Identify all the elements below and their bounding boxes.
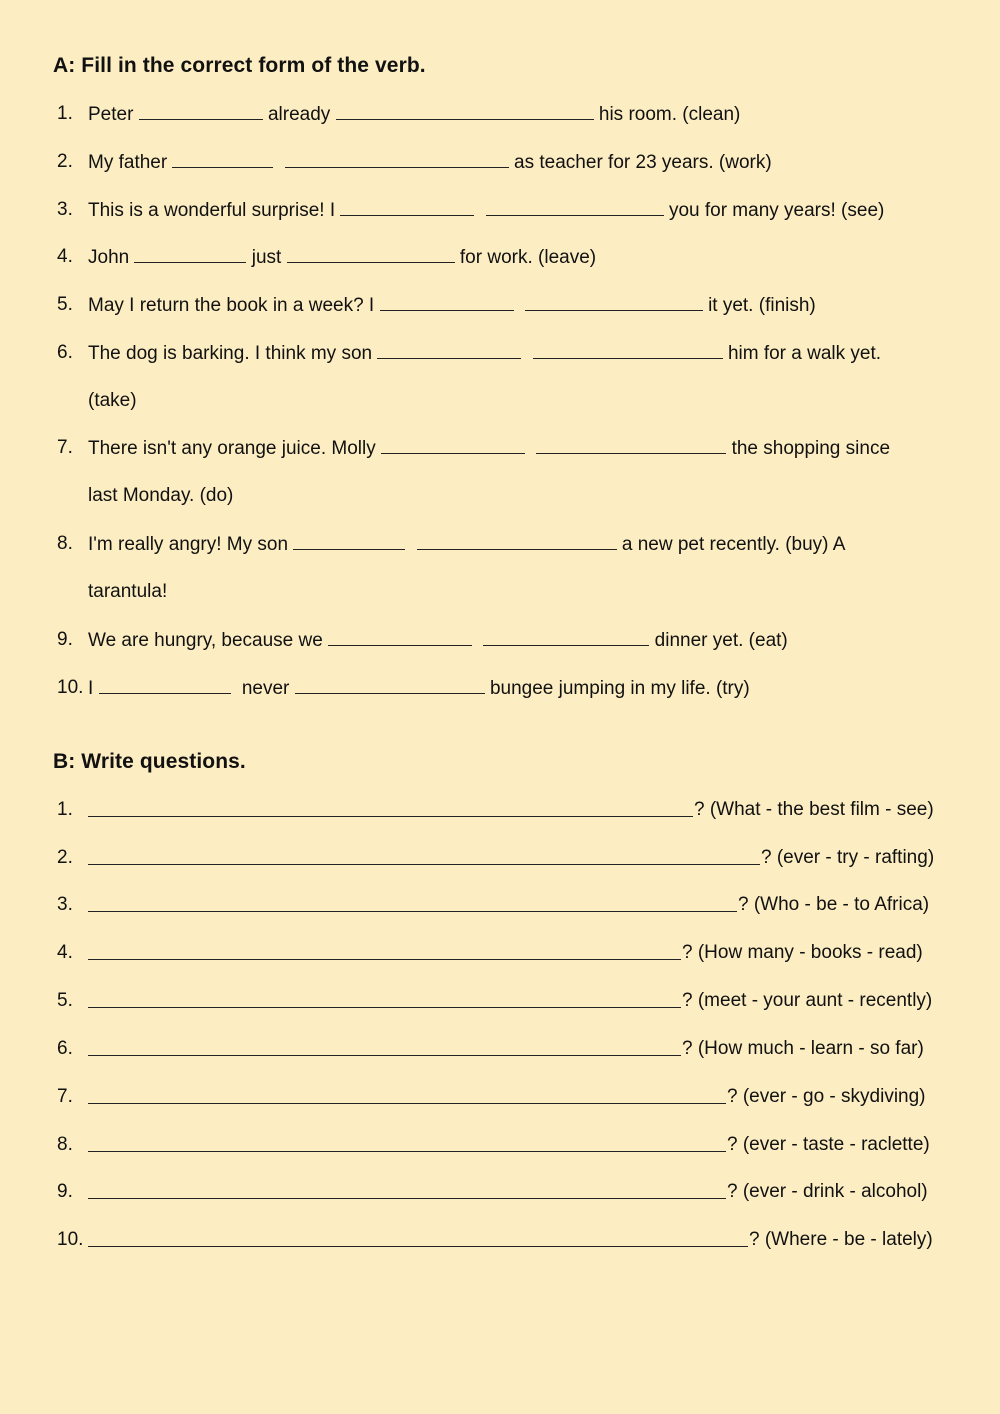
answer-blank[interactable] [483, 625, 649, 646]
item-number: 2. [57, 151, 73, 172]
exercise-a-item-10 [0, 673, 1000, 703]
item-text: his room. (clean) [598, 104, 741, 125]
exercise-a-item-8 [0, 529, 1000, 559]
question-hint: ? (ever - drink - alcohol) [727, 1181, 928, 1202]
item-number: 8. [57, 533, 73, 554]
item-text: The dog is barking. I think my son [88, 343, 373, 364]
answer-blank[interactable] [134, 242, 246, 263]
item-text: I'm really angry! My son [88, 534, 289, 555]
question-hint: ? (ever - taste - raclette) [727, 1134, 930, 1155]
answer-line[interactable] [88, 1130, 726, 1152]
item-number: 2. [57, 847, 73, 868]
answer-blank[interactable] [377, 338, 521, 359]
item-number: 3. [57, 894, 73, 915]
item-number: 4. [57, 942, 73, 963]
item-text: it yet. (finish) [708, 295, 816, 316]
answer-blank[interactable] [336, 99, 594, 120]
item-number: 9. [57, 629, 73, 650]
item-number: 6. [57, 342, 73, 363]
item-text: already [267, 104, 331, 125]
item-number: 9. [57, 1181, 73, 1202]
exercise-a-item-4 [0, 242, 1000, 272]
item-text: May I return the book in a week? I [88, 295, 375, 316]
item-number: 10. [57, 1229, 84, 1250]
question-hint: ? (ever - try - rafting) [761, 847, 935, 868]
item-text: the shopping since [731, 438, 891, 459]
answer-blank[interactable] [340, 195, 474, 216]
question-hint: ? (Where - be - lately) [749, 1229, 933, 1250]
answer-line[interactable] [88, 843, 760, 865]
item-number: 1. [57, 103, 73, 124]
answer-line[interactable] [88, 890, 737, 912]
item-text: We are hungry, because we [88, 630, 323, 651]
item-text: tarantula! [88, 581, 168, 602]
section-b-title: B: Write questions. [53, 750, 246, 773]
question-hint: ? (meet - your aunt - recently) [682, 990, 933, 1011]
question-hint: ? (What - the best film - see) [694, 799, 934, 820]
item-number: 5. [57, 294, 73, 315]
item-number: 6. [57, 1038, 73, 1059]
answer-line[interactable] [88, 1082, 726, 1104]
answer-blank[interactable] [417, 529, 617, 550]
item-text: bungee jumping in my life. (try) [489, 678, 750, 699]
exercise-a-item-6 [0, 338, 1000, 368]
exercise-a-item-3 [0, 195, 1000, 225]
answer-blank[interactable] [381, 433, 525, 454]
item-text: dinner yet. (eat) [654, 630, 788, 651]
answer-blank[interactable] [139, 99, 263, 120]
item-number: 10. [57, 677, 84, 698]
exercise-b-item-3 [0, 890, 1000, 920]
exercise-b-item-2 [0, 843, 1000, 873]
question-hint: ? (ever - go - skydiving) [727, 1086, 926, 1107]
exercise-b-item-5 [0, 986, 1000, 1016]
item-text: him for a walk yet. [727, 343, 882, 364]
exercise-b-item-1 [0, 795, 1000, 825]
answer-line[interactable] [88, 1225, 748, 1247]
item-text: you for many years! (see) [668, 200, 885, 221]
answer-blank[interactable] [295, 673, 485, 694]
answer-blank[interactable] [525, 290, 703, 311]
item-number: 8. [57, 1134, 73, 1155]
item-text: I [88, 678, 94, 699]
item-text: last Monday. (do) [88, 485, 234, 506]
item-number: 5. [57, 990, 73, 1011]
answer-blank[interactable] [533, 338, 723, 359]
item-text: My father [88, 152, 168, 173]
exercise-a-item-8-continuation [0, 577, 1000, 607]
question-hint: ? (Who - be - to Africa) [738, 894, 930, 915]
answer-blank[interactable] [328, 625, 472, 646]
item-number: 1. [57, 799, 73, 820]
answer-line[interactable] [88, 986, 681, 1008]
exercise-a-item-5 [0, 290, 1000, 320]
item-text: just [251, 247, 282, 268]
item-text: There isn't any orange juice. Molly [88, 438, 376, 459]
question-hint: ? (How many - books - read) [682, 942, 923, 963]
exercise-a-item-7 [0, 433, 1000, 463]
item-text: never [241, 678, 290, 699]
answer-blank[interactable] [287, 242, 455, 263]
item-text: (take) [88, 390, 137, 411]
answer-line[interactable] [88, 938, 681, 960]
exercise-b-item-8 [0, 1130, 1000, 1160]
answer-line[interactable] [88, 1034, 681, 1056]
exercise-b-item-7 [0, 1082, 1000, 1112]
answer-line[interactable] [88, 795, 693, 817]
answer-blank[interactable] [172, 147, 273, 168]
item-number: 7. [57, 1086, 73, 1107]
answer-blank[interactable] [486, 195, 664, 216]
section-a-title: A: Fill in the correct form of the verb. [53, 54, 426, 77]
exercise-a-item-6-continuation [0, 386, 1000, 416]
exercise-b-item-6 [0, 1034, 1000, 1064]
answer-line[interactable] [88, 1177, 726, 1199]
question-hint: ? (How much - learn - so far) [682, 1038, 924, 1059]
item-text: This is a wonderful surprise! I [88, 200, 336, 221]
item-text: as teacher for 23 years. (work) [514, 152, 772, 173]
answer-blank[interactable] [536, 433, 726, 454]
item-number: 3. [57, 199, 73, 220]
exercise-b-item-4 [0, 938, 1000, 968]
item-number: 7. [57, 437, 73, 458]
item-text: a new pet recently. (buy) A [621, 534, 846, 555]
item-text: for work. (leave) [459, 247, 597, 268]
exercise-b-item-9 [0, 1177, 1000, 1207]
answer-blank[interactable] [285, 147, 509, 168]
answer-blank[interactable] [380, 290, 514, 311]
exercise-a-item-7-continuation [0, 481, 1000, 511]
item-number: 4. [57, 246, 73, 267]
item-text: Peter [88, 104, 134, 125]
item-text: John [88, 247, 130, 268]
exercise-a-item-1 [0, 99, 1000, 129]
exercise-b-item-10 [0, 1225, 1000, 1255]
answer-blank[interactable] [293, 529, 405, 550]
exercise-a-item-9 [0, 625, 1000, 655]
exercise-a-item-2 [0, 147, 1000, 177]
answer-blank[interactable] [99, 673, 231, 694]
